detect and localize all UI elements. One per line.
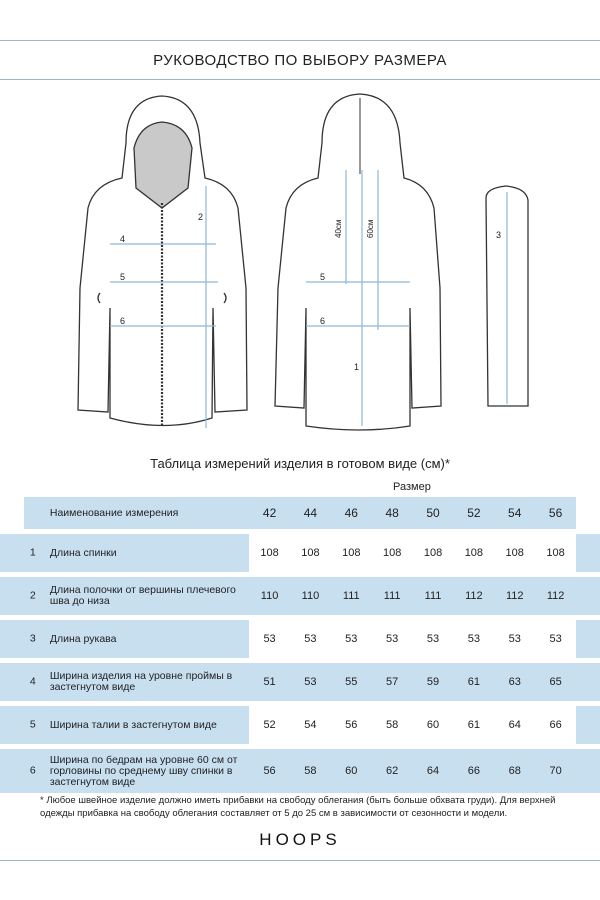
footnote: * Любое швейное изделие должно иметь прибавки на свободу облегания (быть больше обхвата груди). Для верхней одежды прибавка на свободу облегания составляет от 5 до 25 см в зависимости от сезонности и модели. (40, 795, 556, 819)
row-number: 3 (29, 632, 36, 645)
row-number: 1 (29, 546, 36, 559)
row-value: 108 (494, 534, 535, 572)
sleeve-label-length: 3 (496, 230, 502, 240)
row-value: 55 (331, 663, 372, 701)
header-top-rule (0, 40, 600, 41)
row-value: 61 (453, 706, 494, 744)
row-value: 62 (372, 749, 413, 793)
size-label: Размер (393, 481, 431, 493)
row-value: 56 (249, 749, 290, 793)
row-name: Ширина талии в застегнутом виде (49, 718, 217, 731)
row-value: 53 (453, 620, 494, 658)
row-value: 110 (290, 577, 331, 615)
row-value: 65 (535, 663, 576, 701)
back-label-length: 1 (354, 362, 360, 372)
row-value: 56 (331, 706, 372, 744)
size-header: 56 (535, 497, 576, 529)
front-label-chest: 4 (120, 234, 126, 244)
row-value: 108 (413, 534, 454, 572)
row-value: 53 (413, 620, 454, 658)
page-title: РУКОВОДСТВО ПО ВЫБОРУ РАЗМЕРА (153, 52, 447, 69)
row-name: Длина полочки от вершины плечевого шва до низа (49, 584, 236, 607)
row-name: Ширина по бедрам на уровне 60 см от горловины по среднему шву спинки в застегнутом виде (49, 753, 238, 788)
row-value: 108 (453, 534, 494, 572)
size-header: 50 (413, 497, 454, 529)
row-value: 112 (535, 577, 576, 615)
row-value: 68 (494, 749, 535, 793)
header-bottom-rule (0, 79, 600, 80)
back-label-waist: 5 (320, 272, 326, 282)
row-value: 52 (249, 706, 290, 744)
row-value: 66 (535, 706, 576, 744)
size-header: 52 (453, 497, 494, 529)
row-value: 58 (372, 706, 413, 744)
row-name: Длина спинки (49, 546, 117, 559)
row-value: 51 (249, 663, 290, 701)
row-value: 112 (494, 577, 535, 615)
row-value: 111 (413, 577, 454, 615)
row-value: 60 (413, 706, 454, 744)
row-value: 58 (290, 749, 331, 793)
brand-logo: HOOPS (259, 830, 341, 849)
row-value: 64 (413, 749, 454, 793)
table-row (0, 663, 600, 701)
garment-illustrations (0, 88, 600, 438)
table-row (0, 749, 600, 793)
row-name: Ширина изделия на уровне проймы в застегнутом виде (49, 670, 233, 693)
table-header-row (0, 497, 600, 529)
row-value: 61 (453, 663, 494, 701)
row-value: 70 (535, 749, 576, 793)
row-name: Длина рукава (49, 632, 117, 645)
row-value: 53 (290, 663, 331, 701)
size-header: 42 (249, 497, 290, 529)
row-value: 54 (290, 706, 331, 744)
table-caption: Таблица измерений изделия в готовом виде (см)* (150, 456, 450, 471)
row-value: 108 (290, 534, 331, 572)
name-column-header: Наименование измерения (24, 497, 249, 529)
row-value: 110 (249, 577, 290, 615)
row-value: 53 (249, 620, 290, 658)
size-header: 48 (372, 497, 413, 529)
row-number: 5 (29, 718, 36, 731)
size-header: 46 (331, 497, 372, 529)
row-value: 66 (453, 749, 494, 793)
row-number: 2 (29, 589, 36, 602)
row-value: 111 (331, 577, 372, 615)
row-value: 108 (535, 534, 576, 572)
row-value: 53 (290, 620, 331, 658)
row-value: 53 (494, 620, 535, 658)
table-row (0, 534, 600, 572)
back-label-hips: 6 (320, 316, 326, 326)
front-view-drawing (78, 96, 247, 426)
table-row (0, 620, 600, 658)
back-label-40cm: 40см (334, 219, 343, 238)
back-label-60cm: 60см (366, 219, 375, 238)
row-number: 6 (29, 764, 36, 777)
row-value: 53 (535, 620, 576, 658)
row-value: 59 (413, 663, 454, 701)
page-header (0, 40, 600, 80)
row-value: 108 (331, 534, 372, 572)
size-header: 44 (290, 497, 331, 529)
back-view-drawing (275, 94, 441, 430)
row-value: 63 (494, 663, 535, 701)
footer-rule (0, 860, 600, 861)
row-value: 53 (331, 620, 372, 658)
front-label-waist: 5 (120, 272, 126, 282)
front-label-hips: 6 (120, 316, 126, 326)
row-value: 108 (372, 534, 413, 572)
row-value: 64 (494, 706, 535, 744)
row-value: 57 (372, 663, 413, 701)
row-value: 60 (331, 749, 372, 793)
row-number: 4 (29, 675, 36, 688)
front-label-length: 2 (198, 212, 204, 222)
measurement-table (0, 497, 600, 793)
row-value: 108 (249, 534, 290, 572)
row-value: 112 (453, 577, 494, 615)
row-value: 111 (372, 577, 413, 615)
table-row (0, 706, 600, 744)
size-header: 54 (494, 497, 535, 529)
row-value: 53 (372, 620, 413, 658)
table-row (0, 577, 600, 615)
